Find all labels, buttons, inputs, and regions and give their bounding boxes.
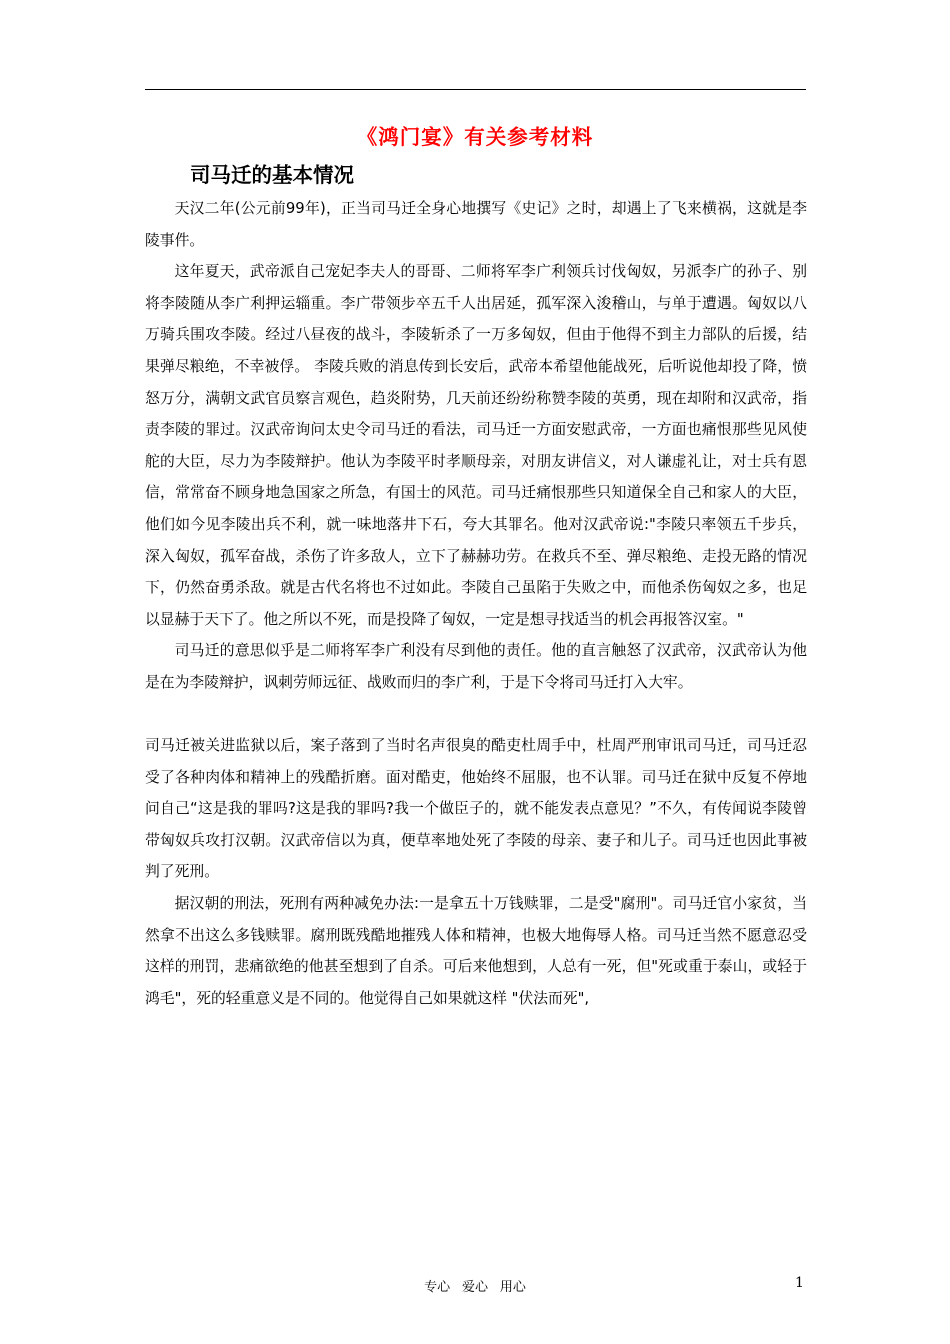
header-rule — [145, 89, 806, 90]
document-body — [145, 193, 807, 1014]
document-title: 《鸿门宴》有关参考材料 — [356, 125, 594, 149]
footer-motto: 专心 爱心 用心 — [424, 1280, 526, 1295]
page-number: 1 — [795, 1275, 804, 1291]
section-heading: 司马迁的基本情况 — [190, 163, 354, 187]
paragraph-1: 天汉二年(公元前99年)，正当司马迁全身心地撰写《史记》之时，却遇上了飞来横祸，这就是李陵事件。 — [145, 200, 807, 249]
paragraph-2: 这年夏天，武帝派自己宠妃李夫人的哥哥、二师将军李广利领兵讨伐匈奴，另派李广的孙子、别将李陵随从李广利押运辎重。李广带领步卒五千人出居延，孤军深入浚稽山，与单于遭遇。匈奴以八万骑兵围攻李陵。经过八昼夜的战斗，李陵斩杀了一万多匈奴，但由于他得不到主力部队的后援，结果弹尽粮绝，不幸被俘。 李陵兵败的消息传到长安后，武帝本希望他能战死，后听说他却投了降，愤怒万分，满朝文武官员察言观色，趋炎附势，几天前还纷纷称赞李陵的英勇，现在却附和汉武帝，指责李陵的罪过。汉武帝询问太史令司马迁的看法，司马迁一方面安慰武帝，一方面也痛恨那些见风使舵的大臣，尽力为李陵辩护。他认为李陵平时孝顺母亲，对朋友讲信义，对人谦虚礼让，对士兵有恩信，常常奋不顾身地急国家之所急，有国士的风范。司马迁痛恨那些只知道保全自己和家人的大臣，他们如今见李陵出兵不利，就一味地落井下石，夸大其罪名。他对汉武帝说:"李陵只率领五千步兵，深入匈奴，孤军奋战，杀伤了许多敌人，立下了赫赫功劳。在救兵不至、弹尽粮绝、走投无路的情况下，仍然奋勇杀敌。就是古代名将也不过如此。李陵自己虽陷于失败之中，而他杀伤匈奴之多，也足以显赫于天下了。他之所以不死，而是投降了匈奴，一定是想寻找适当的机会再报答汉室。" — [145, 263, 807, 628]
paragraph-3: 司马迁的意思似乎是二师将军李广利没有尽到他的责任。他的直言触怒了汉武帝，汉武帝认为他是在为李陵辩护，讽刺劳师远征、战败而归的李广利，于是下令将司马迁打入大牢。 — [145, 642, 807, 691]
paragraph-5: 据汉朝的刑法，死刑有两种减免办法:一是拿五十万钱赎罪，二是受"腐刑"。司马迁官小家贫，当然拿不出这么多钱赎罪。腐刑既残酷地摧残人体和精神，也极大地侮辱人格。司马迁当然不愿意忍受这样的刑罚，悲痛欲绝的他甚至想到了自杀。可后来他想到，人总有一死，但"死或重于泰山，或轻于鸿毛"，死的轻重意义是不同的。他觉得自己如果就这样 "伏法而死", — [145, 895, 807, 1007]
paragraph-4: 司马迁被关进监狱以后，案子落到了当时名声很臭的酷吏杜周手中，杜周严刑审讯司马迁，司马迁忍受了各种肉体和精神上的残酷折磨。面对酷吏，他始终不屈服，也不认罪。司马迁在狱中反复不停地问自己“这是我的罪吗?这是我的罪吗?我一个做臣子的，就不能发表点意见？”不久，有传闻说李陵曾带匈奴兵攻打汉朝。汉武帝信以为真，便草率地处死了李陵的母亲、妻子和儿子。司马迁也因此事被判了死刑。 — [145, 737, 807, 881]
paragraph-gap — [145, 699, 807, 731]
